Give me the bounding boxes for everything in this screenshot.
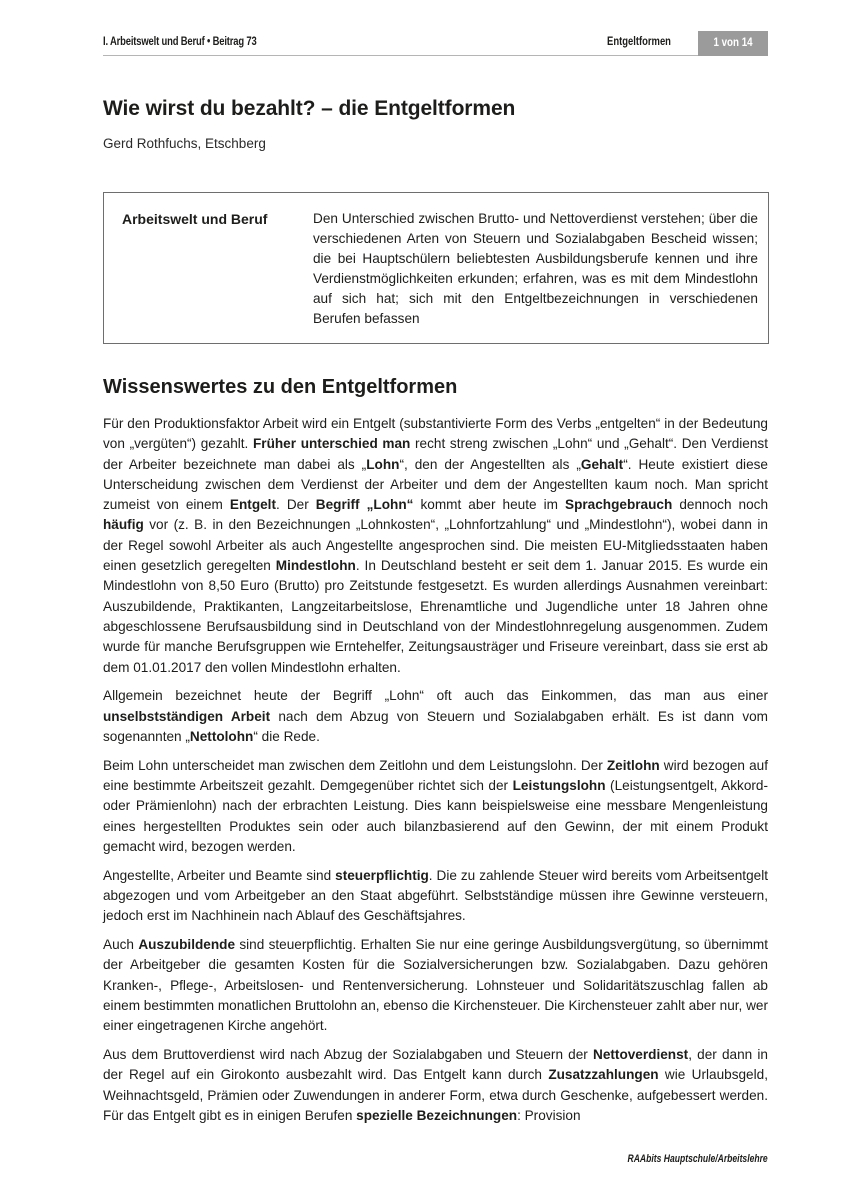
- body-text: Auch: [103, 937, 139, 953]
- author: Gerd Rothfuchs, Etschberg: [103, 136, 266, 151]
- page-title: Wie wirst du bezahlt? – die Entgeltformen: [103, 97, 516, 120]
- body-text: : Provision: [517, 1108, 581, 1123]
- emphasis-text: Sprachgebrauch: [565, 497, 673, 513]
- emphasis-text: Begriff „Lohn“: [315, 497, 414, 513]
- footer-publication: RAAbits Hauptschule/Arbeitslehre: [627, 1153, 768, 1165]
- emphasis-text: steuerpflichtig: [335, 867, 429, 883]
- emphasis-text: Zeitlohn: [606, 757, 660, 773]
- body-text: . Der: [276, 497, 316, 513]
- body-text: . In Deutschland besteht er seit dem 1. Januar 2015. Es wurde ein Mindestlohn von 8,50 Euro (Brutto) pro Zeitstunde festgesetzt. Es wurden allerdings Ausnahmen vereinbart: Auszubildende, Praktikanten, Langzeitarbeitslose, Ehrenamtliche und Jugendliche unter 18 Jahren ohne abgeschlossene Berufsausbildung sind in Deutschland von der Mindestlohnregelung ausgenommen. Zudem wurde für manche Berufsgruppen wie Erntehelfer, Zeitungsausträger und Friseure vereinbart, dass sie erst ab dem 01.01.2017 den vollen Mindestlohn erhalten.: [103, 558, 768, 675]
- page-indicator-badge: [698, 31, 768, 56]
- body-text: Angestellte, Arbeiter und Beamte sind: [103, 867, 336, 883]
- body-text: kommt aber heute im: [413, 497, 566, 513]
- body-text: nach dem Abzug von Steuern und Sozialabgaben erhält. Es ist dann vom sogenannten „: [103, 708, 768, 744]
- emphasis-text: Entgelt: [229, 497, 276, 513]
- emphasis-text: Zusatzzahlungen: [548, 1067, 659, 1083]
- body-text: Aus dem Bruttoverdienst wird nach Abzug der Sozialabgaben und Steuern der: [103, 1047, 594, 1063]
- body-text: “. Heute existiert diese Unterscheidung zwischen dem Verdienst der Arbeiter und dem der Angestellten kaum noch. Man spricht zumeist von einem: [103, 456, 768, 513]
- emphasis-text: Früher unterschied man: [252, 436, 411, 452]
- emphasis-text: spezielle Bezeichnungen: [356, 1108, 518, 1123]
- body-text: “, den der Angestellten als „: [399, 456, 581, 472]
- info-box: [103, 192, 769, 344]
- emphasis-text: häufig: [103, 517, 144, 533]
- paragraph: [103, 414, 768, 678]
- emphasis-text: unselbstständigen Arbeit: [103, 708, 271, 724]
- header-chapter: I. Arbeitswelt und Beruf • Beitrag 73: [103, 36, 257, 48]
- emphasis-text: Auszubildende: [138, 937, 235, 953]
- body-text: Allgemein bezeichnet heute der Begriff „Lohn“ oft auch das Einkommen, das man aus einer: [103, 688, 768, 704]
- body-text: “ die Rede.: [253, 728, 320, 744]
- page-indicator: 1 von 14: [713, 37, 753, 49]
- article-body: [103, 414, 768, 1135]
- paragraph: [103, 935, 768, 1036]
- paragraph: [103, 866, 768, 927]
- body-text: Beim Lohn unterscheidet man zwischen dem Zeitlohn und dem Leistungslohn. Der: [103, 757, 607, 773]
- body-text: , der dann in der Regel auf ein Girokonto ausbezahlt wird. Das Entgelt kann durch: [103, 1047, 768, 1083]
- body-text: recht streng zwischen „Lohn“ und „Gehalt“. Den Verdienst der Arbeiter bezeichnete man dabei als „: [103, 436, 768, 472]
- emphasis-text: Nettolohn: [189, 728, 254, 744]
- emphasis-text: Nettoverdienst: [593, 1047, 689, 1063]
- body-text: (Leistungsentgelt, Akkord- oder Prämienlohn) nach der erbrachten Leistung. Dies kann beispielsweise eine messbare Mengenleistung eines hergestellten Produktes sein oder auch bilanzbasierend auf den Gewinn, der mit einem Produkt gemacht wird, bezogen werden.: [103, 778, 768, 854]
- emphasis-text: Mindestlohn: [275, 558, 356, 574]
- paragraph: [103, 1045, 768, 1126]
- page-header: [103, 32, 768, 56]
- header-topic: Entgeltformen: [607, 36, 671, 48]
- body-text: vor (z. B. in den Bezeichnungen „Lohnkosten“, „Lohnfortzahlung“ und „Mindestlohn“), wobei dann in der Regel sowohl Arbeiter als auch Angestellte angesprochen sind. Die meisten EU-Mitgliedsstaaten haben einen gesetzlich geregelten: [103, 517, 768, 574]
- paragraph: [103, 686, 768, 747]
- paragraph: [103, 756, 768, 857]
- body-text: Für den Produktionsfaktor Arbeit wird ein Entgelt (substantivierte Form des Verbs „entgelten“ in der Bedeutung von „vergüten“) gezahlt.: [103, 416, 768, 452]
- emphasis-text: Lohn: [366, 456, 400, 472]
- body-text: dennoch noch: [672, 497, 769, 513]
- body-text: wird bezogen auf eine bestimmte Arbeitszeit gezahlt. Demgegenüber richtet sich der: [103, 757, 768, 794]
- body-text: . Die zu zahlende Steuer wird bereits vom Arbeitsentgelt abgezogen und vom Arbeitgeber an den Staat abgeführt. Selbstständige müssen ihre Gewinne versteuern, jedoch erst im Nachhinein nach Ablauf des Geschäftsjahres.: [103, 867, 768, 924]
- info-box-label: Arbeitswelt und Beruf: [122, 211, 268, 227]
- emphasis-text: Gehalt: [580, 456, 624, 472]
- body-text: wie Urlaubsgeld, Weihnachtsgeld, Prämien oder Zuwendungen in anderer Form, etwa durch Geschenke, aufgebessert werden. Für das Entgelt gibt es in einigen Berufen: [103, 1067, 768, 1123]
- emphasis-text: Leistungslohn: [512, 778, 606, 794]
- info-box-text: Den Unterschied zwischen Brutto- und Nettoverdienst verstehen; über die verschiedenen Arten von Steuern und Sozialabgaben Bescheid wissen; die bei Hauptschülern beliebtesten Ausbildungsberufe kennen und ihre Verdienstmöglichkeiten erkunden; erfahren, was es mit dem Mindestlohn auf sich hat; sich mit den Entgeltbezeichnungen in verschiedenen Berufen befassen: [313, 211, 758, 326]
- section-title: Wissenswertes zu den Entgeltformen: [103, 376, 458, 398]
- body-text: sind steuerpflichtig. Erhalten Sie nur eine geringe Ausbildungsvergütung, so übernimmt der Arbeitgeber die gesamten Kosten für die Sozialversicherungen bzw. Sozialabgaben. Dazu gehören Kranken-, Pflege-, Arbeitslosen- und Rentenversicherung. Lohnsteuer und Solidaritätszuschlag fallen ab einem bestimmten monatlichen Bruttolohn an, ebenso die Kirchensteuer. Die Kirchensteuer zahlt aber nur, wer einer eingetragenen Kirche angehört.: [103, 937, 769, 1034]
